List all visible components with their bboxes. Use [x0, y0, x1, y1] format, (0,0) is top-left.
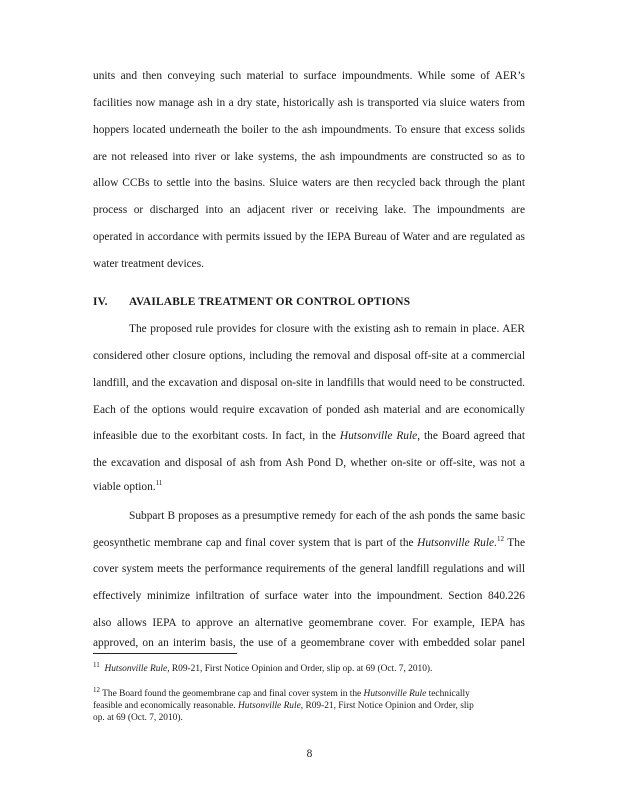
- text-line: Each of the options would require excavation of ponded ash material and are economically: [93, 404, 525, 416]
- text-line: [93, 429, 525, 443]
- text-line: hoppers located underneath the boiler to the ash impoundments. To ensure that excess solids: [93, 124, 525, 136]
- text-segment: geosynthetic membrane cap and final cover system that is part of the: [93, 537, 418, 549]
- footnote-number: 12: [93, 685, 100, 694]
- text-line: the excavation and disposal of ash from Ash Pond D, whether on-site or off-site, was not a: [93, 457, 525, 469]
- text-line: facilities now manage ash in a dry state, historically ash is transported via sluice waters from: [93, 97, 525, 109]
- text-line: approved, on an interim basis, the use of a geomembrane cover with embedded solar panel: [93, 637, 525, 649]
- footnote-ref: 11: [155, 479, 163, 488]
- section-heading: [93, 296, 410, 308]
- footnote-text: technically: [426, 689, 470, 699]
- text-line: Subpart B proposes as a presumptive remedy for each of the ash ponds the same basic: [129, 510, 525, 522]
- text-line: operated in accordance with permits issued by the IEPA Bureau of Water and are regulated as: [93, 231, 525, 243]
- footnote-text: , R09-21, First Notice Opinion and Order, slip op. at 69 (Oct. 7, 2010).: [167, 664, 433, 674]
- footnote-line: [93, 700, 525, 712]
- case-citation: Hutsonville Rule: [238, 701, 301, 711]
- footnote-text: The Board found the geomembrane cap and final cover system in the: [100, 689, 364, 699]
- text-line: The proposed rule provides for closure with the existing ash to remain in place. AER: [129, 323, 525, 335]
- footnote-text: , R09-21, First Notice Opinion and Order, slip: [300, 701, 474, 711]
- footnote-text: feasible and economically reasonable.: [93, 701, 238, 711]
- text-line: are not released into river or lake systems, the ash impoundments are constructed so as to: [93, 151, 525, 163]
- case-citation: Hutsonville Rule: [104, 664, 168, 674]
- section-number: IV.: [93, 296, 108, 308]
- text-line: water treatment devices.: [93, 258, 205, 270]
- text-line: effectively minimize infiltration of surface water into the impoundment. Section 840.226: [93, 590, 525, 602]
- footnote-line: [93, 685, 525, 700]
- text-line: units and then conveying such material to surface impoundments. While some of AER’s: [93, 70, 525, 82]
- footnote-line: op. at 69 (Oct. 7, 2010).: [93, 713, 183, 723]
- text-segment: viable option.: [93, 481, 156, 493]
- section-title: AVAILABLE TREATMENT OR CONTROL OPTIONS: [129, 296, 411, 308]
- page-number: 8: [306, 748, 313, 760]
- case-citation: Hutsonville Rule.: [417, 537, 497, 549]
- case-citation: Hutsonville Rule: [339, 430, 418, 442]
- text-line: also allows IEPA to approve an alternative geomembrane cover. For example, IEPA has: [93, 617, 525, 629]
- text-line: landfill, and the excavation and disposal on-site in landfills that would need to be constructed.: [93, 377, 525, 389]
- text-line: considered other closure options, including the removal and disposal off-site at a commercial: [93, 350, 525, 362]
- text-line: [93, 480, 525, 494]
- text-segment: , the Board agreed that: [417, 430, 525, 442]
- footnote-11: [93, 660, 525, 675]
- case-citation: Hutsonville Rule: [363, 689, 427, 699]
- text-line: [93, 536, 525, 550]
- text-line: cover system meets the performance requirements of the general landfill regulations and will: [93, 563, 525, 575]
- text-line: process or discharged into an adjacent river or receiving lake. The impoundments are: [93, 204, 525, 216]
- footnote-ref: 12: [496, 535, 504, 544]
- footnote-number: 11: [93, 660, 100, 669]
- footnote-separator: [93, 653, 237, 654]
- text-segment: The: [503, 537, 525, 549]
- text-line: allow CCBs to settle into the basins. Sluice waters are then recycled back through the plant: [93, 177, 525, 189]
- text-segment: infeasible due to the exorbitant costs. In fact, in the: [93, 430, 340, 442]
